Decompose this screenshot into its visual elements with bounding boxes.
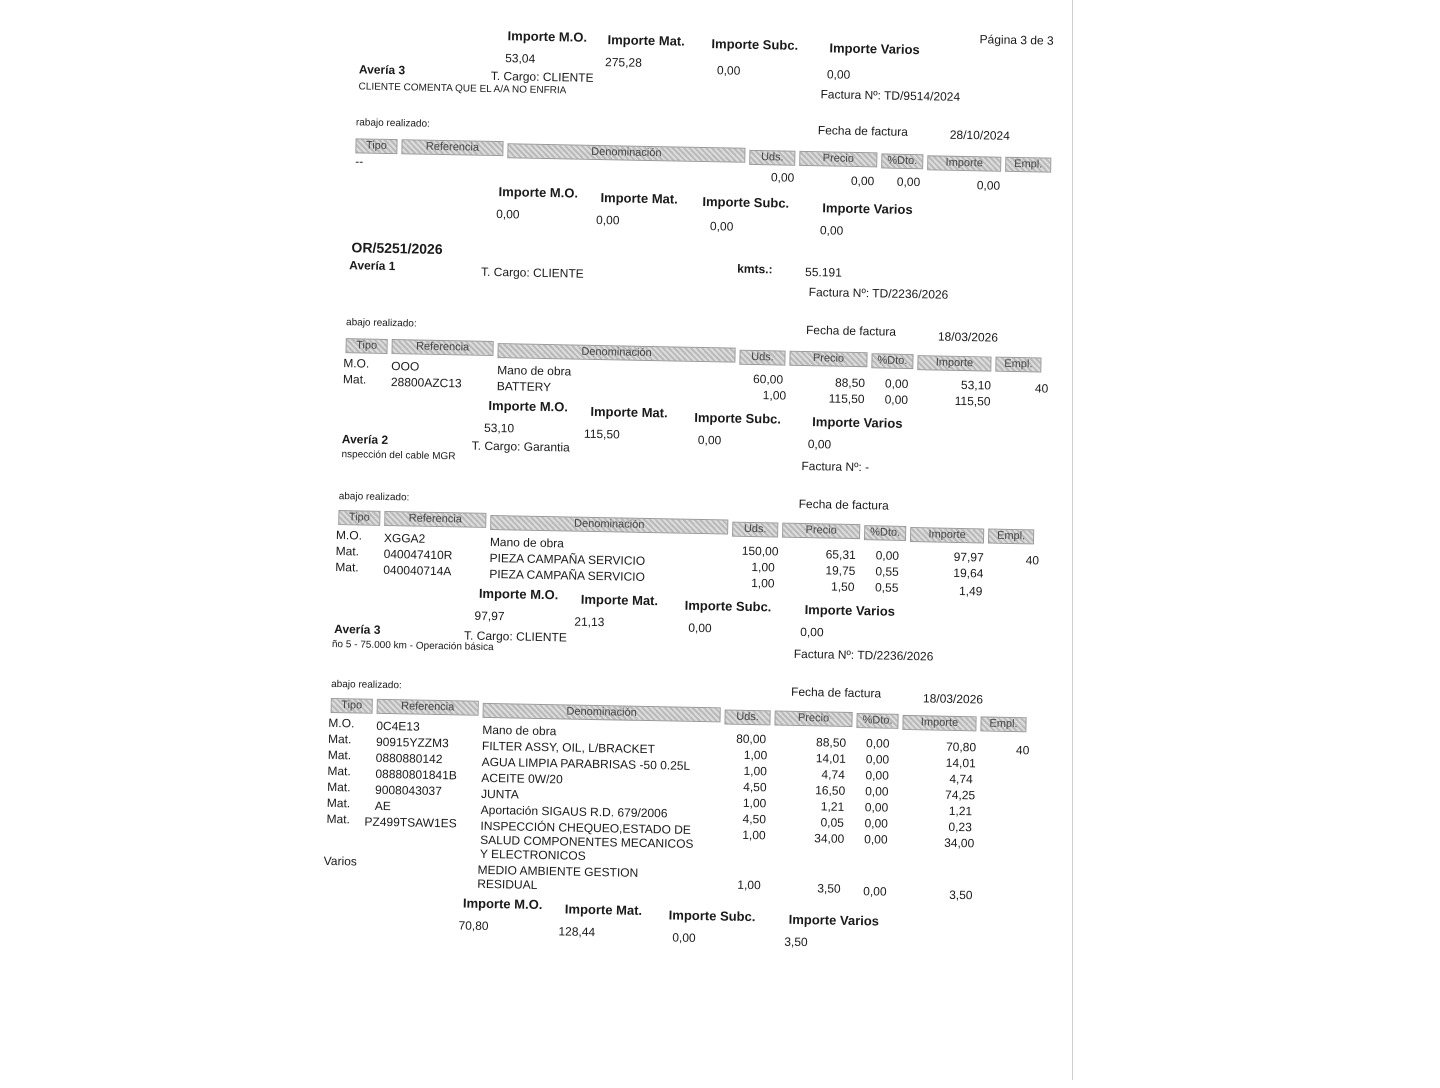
line-dto: 0,55 [874,580,899,595]
col-referencia: Referencia [377,699,479,716]
total-varios: 0,00 [807,437,832,452]
line-precio: 65,31 [825,547,856,562]
total-mo: 53,04 [505,51,536,66]
line-empl: 40 [1034,381,1049,396]
label-importe-mo: Importe M.O. [507,28,588,45]
col-dto: %Dto. [871,353,913,369]
line-importe: 115,50 [954,393,991,409]
line-precio: 0,05 [820,815,845,830]
label-importe-subc: Importe Subc. [668,907,756,925]
line-precio: 88,50 [834,375,866,391]
line-den: FILTER ASSY, OIL, L/BRACKET [481,738,656,757]
factura-number: Factura Nº: TD/9514/2024 [820,87,961,104]
fecha-label: Fecha de factura [805,323,897,339]
label-importe-mo: Importe M.O. [488,397,569,415]
line-tipo: M.O. [328,715,355,731]
col-tipo: Tipo [345,338,387,354]
fecha-value: 28/10/2024 [949,127,1010,143]
line-importe: 1,21 [948,803,973,819]
line-tipo: Mat. [335,560,359,575]
total-mat: 21,13 [574,614,605,630]
col-importe: Importe [917,355,991,371]
col-denominacion: Denominación [497,343,735,363]
label-importe-mo: Importe M.O. [478,585,559,603]
label-importe-varios: Importe Varios [812,414,903,431]
trabajo-label: rabajo realizado: [355,117,430,130]
label-importe-varios: Importe Varios [822,200,913,218]
line-tipo: Mat. [327,779,351,795]
line-tipo: Mat. [326,795,351,811]
line-dto: 0,00 [865,752,890,767]
line-tipo: Mat. [327,747,352,763]
label-importe-mat: Importe Mat. [564,901,643,918]
line-den: RESIDUAL [477,876,538,892]
line-precio: 3,50 [817,881,841,896]
total-subc: 0,00 [697,432,722,448]
line-uds: 150,00 [741,543,779,559]
fecha-value: 18/03/2026 [922,691,984,707]
line-ref: 040040714A [383,562,452,579]
col-dto: %Dto. [864,525,906,541]
col-tipo: Tipo [355,138,397,154]
fecha-label: Fecha de factura [798,496,889,513]
line-precio: 1,21 [820,799,845,814]
label-importe-mat: Importe Mat. [590,403,668,421]
cargo: T. Cargo: CLIENTE [463,628,567,645]
line-empl: 40 [1025,553,1040,568]
label-importe-subc: Importe Subc. [684,597,772,615]
line-importe: 19,64 [953,565,984,581]
line-uds: 4,50 [743,779,767,795]
label-importe-varios: Importe Varios [788,911,880,929]
col-uds: Uds. [732,522,778,538]
col-dto: %Dto. [856,713,898,729]
trabajo-label: abajo realizado: [345,317,417,330]
line-den-continued: SALUD COMPONENTES MECANICOS [480,832,694,851]
averia-description: CLIENTE COMENTA QUE EL A/A NO ENFRIA [358,81,567,97]
total-varios: 0,00 [826,67,851,82]
total-mat: 275,28 [604,55,642,70]
line-uds: 1,00 [751,575,775,591]
total-mo: 0,00 [496,207,520,222]
col-denominacion: Denominación [483,703,721,723]
or-number: OR/5251/2026 [351,239,443,258]
line-den: Aportación SIGAUS R.D. 679/2006 [480,802,668,821]
empty-row-dash: -- [355,154,364,169]
line-precio: 16,50 [815,783,846,798]
col-importe: Importe [927,155,1001,171]
total-subc: 0,00 [672,930,696,945]
line-importe: 3,50 [949,887,973,903]
label-importe-mat: Importe Mat. [607,32,685,49]
col-tipo: Tipo [338,510,380,526]
line-dto: 0,00 [864,800,889,815]
line-den-continued: Y ELECTRONICOS [479,846,586,863]
line-uds: 1,00 [743,763,768,779]
cargo: T. Cargo: CLIENTE [480,264,584,281]
line-tipo: Mat. [327,731,352,747]
trabajo-label: abajo realizado: [338,491,410,504]
line-dto: 0,00 [863,884,887,899]
line-ref: 9008043037 [374,782,442,799]
col-referencia: Referencia [391,339,493,356]
total-mat: 115,50 [583,426,620,442]
line-dto: 0,55 [875,564,899,579]
line-ref: OOO [391,359,420,374]
line-precio: 14,01 [815,751,846,766]
line-precio: 1,50 [830,579,855,594]
line-den: PIEZA CAMPAÑA SERVICIO [489,566,645,584]
row-dto: 0,00 [896,174,921,190]
line-precio: 115,50 [828,391,865,407]
line-ref: 0C4E13 [376,718,420,734]
line-dto: 0,00 [864,816,889,831]
kmts-value: 55.191 [804,264,842,280]
fecha-value: 18/03/2026 [937,329,999,345]
line-den: BATTERY [496,379,552,395]
row-importe: 0,00 [976,178,1001,193]
line-importe: 34,00 [944,835,975,851]
line-uds: 1,00 [751,560,775,575]
line-den: Mano de obra [497,363,572,379]
fecha-label: Fecha de factura [790,684,882,701]
averia-title: Avería 3 [358,62,406,78]
total-mo: 53,10 [483,420,515,436]
col-empl: Empl. [1005,157,1051,173]
label-importe-varios: Importe Varios [804,602,896,619]
total-mo: 70,80 [458,918,489,934]
line-importe: 14,01 [945,755,976,771]
line-den: MEDIO AMBIENTE GESTION [477,862,639,880]
col-referencia: Referencia [401,139,503,156]
total-subc: 0,00 [716,63,741,78]
line-precio: 88,50 [815,735,847,750]
col-precio: Precio [789,351,867,367]
varios-label: Varios [323,853,357,869]
fecha-label: Fecha de factura [817,123,909,139]
col-uds: Uds. [739,350,785,366]
col-empl: Empl. [988,529,1034,545]
label-importe-subc: Importe Subc. [711,36,799,53]
col-dto: %Dto. [881,153,923,169]
line-den: Mano de obra [489,534,565,551]
line-uds: 80,00 [736,731,767,747]
col-uds: Uds. [724,710,770,726]
line-tipo: Mat. [326,811,351,827]
line-den: JUNTA [480,786,519,802]
kmts-label: kmts.: [737,261,773,277]
line-precio: 34,00 [814,831,845,846]
row-precio: 0,00 [850,173,875,189]
factura-number: Factura Nº: TD/2236/2026 [808,285,949,302]
line-den: Mano de obra [482,722,557,739]
line-den: ACEITE 0W/20 [481,770,563,787]
line-dto: 0,00 [884,376,909,391]
line-importe: 74,25 [944,787,976,803]
line-uds: 4,50 [742,811,767,827]
line-importe: 4,74 [949,771,973,787]
col-empl: Empl. [980,716,1026,732]
col-denominacion: Denominación [507,143,745,163]
total-mat: 0,00 [595,212,620,228]
line-precio: 4,74 [821,767,845,782]
line-dto: 0,00 [865,768,889,783]
col-empl: Empl. [995,357,1041,373]
total-varios: 3,50 [784,934,808,950]
line-uds: 1,00 [742,827,766,843]
averia-title: Avería 3 [334,622,381,637]
total-mat: 128,44 [558,924,596,940]
line-ref: 040047410R [383,546,453,563]
total-subc: 0,00 [688,620,712,636]
total-varios: 0,00 [800,624,824,640]
scanned-page [320,14,1080,1088]
line-tipo: Mat. [327,763,351,779]
line-importe: 70,80 [945,739,977,755]
line-tipo: M.O. [343,356,370,371]
label-importe-varios: Importe Varios [829,40,920,58]
factura-number: Factura Nº: TD/2236/2026 [793,646,934,664]
line-ref: AE [374,798,391,814]
col-precio: Precio [799,151,877,167]
line-importe: 53,10 [960,377,992,393]
line-ref: PZ499TSAW1ES [364,814,457,831]
line-importe: 1,49 [958,583,983,599]
line-ref: 08880801841B [375,766,457,783]
line-uds: 1,00 [742,795,767,811]
line-tipo: Mat. [342,372,367,387]
line-den: PIEZA CAMPAÑA SERVICIO [489,550,646,568]
averia-title: Avería 2 [341,432,389,448]
cargo: T. Cargo: Garantia [471,438,570,455]
label-importe-mo: Importe M.O. [462,895,543,913]
col-denominacion: Denominación [490,515,728,535]
line-uds: 1,00 [762,388,787,403]
line-tipo: M.O. [335,528,363,543]
col-referencia: Referencia [384,511,486,528]
col-importe: Importe [902,715,976,731]
col-precio: Precio [782,523,860,539]
averia-description: ño 5 - 75.000 km - Operación básica [331,638,494,654]
line-ref: XGGA2 [383,530,426,546]
label-importe-mat: Importe Mat. [600,190,678,207]
line-den: AGUA LIMPIA PARABRISAS -50 0.25L [481,754,691,773]
col-tipo: Tipo [331,698,373,714]
label-importe-subc: Importe Subc. [694,409,782,427]
line-dto: 0,00 [865,784,889,799]
averia-description: nspección del cable MGR [341,449,456,463]
line-dto: 0,00 [865,736,890,751]
col-importe: Importe [910,527,984,543]
line-uds: 1,00 [737,877,761,893]
total-mo: 97,97 [474,608,505,624]
line-dto: 0,00 [875,548,900,563]
line-uds: 1,00 [743,747,768,763]
cargo: T. Cargo: CLIENTE [490,68,594,85]
page-number: Página 3 de 3 [979,32,1054,48]
line-tipo: Mat. [335,544,360,559]
label-importe-subc: Importe Subc. [702,193,790,211]
line-importe: 97,97 [953,549,984,565]
line-dto: 0,00 [864,832,888,847]
total-subc: 0,00 [709,219,734,234]
line-empl: 40 [1015,743,1030,758]
col-precio: Precio [774,710,852,726]
label-importe-mo: Importe M.O. [498,184,579,201]
averia-title: Avería 1 [349,258,396,274]
line-precio: 19,75 [825,563,856,578]
factura-number: Factura Nº: - [801,458,870,475]
line-uds: 60,00 [752,371,784,387]
line-ref: 28800AZC13 [390,375,462,391]
line-importe: 0,23 [948,819,972,835]
row-uds: 0,00 [770,170,795,185]
line-den: INSPECCIÓN CHEQUEO,ESTADO DE [480,818,692,837]
line-dto: 0,00 [884,392,909,407]
label-importe-mat: Importe Mat. [580,591,659,609]
line-ref: 0880880142 [375,750,443,767]
line-ref: 90915YZZM3 [375,734,449,751]
col-uds: Uds. [749,150,795,166]
trabajo-label: abajo realizado: [331,678,402,692]
total-varios: 0,00 [819,223,844,238]
